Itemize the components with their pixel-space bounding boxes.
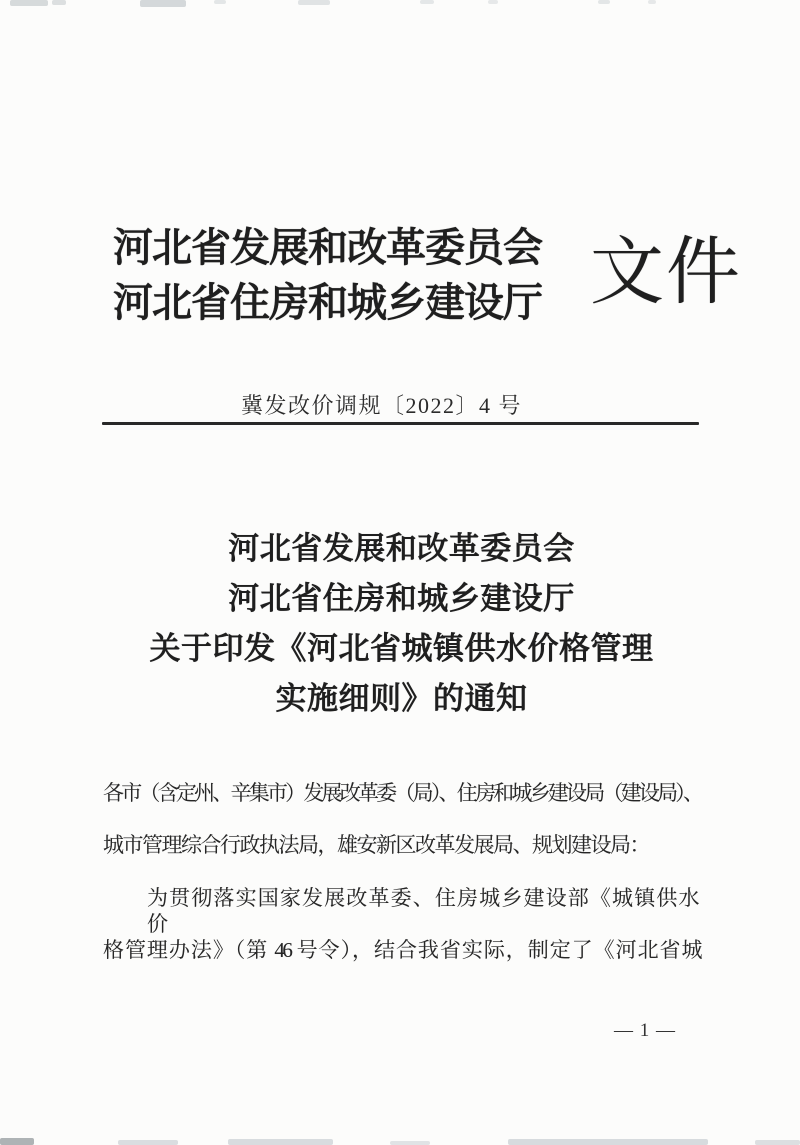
scan-smudge xyxy=(118,1140,178,1145)
scan-smudge xyxy=(648,0,656,4)
agency-name-line-1: 河北省发展和改革委员会 xyxy=(113,225,542,270)
scan-smudge xyxy=(420,0,434,4)
scan-smudge xyxy=(598,0,610,4)
title-line-1: 河北省发展和改革委员会 xyxy=(228,531,575,566)
scan-smudge xyxy=(298,0,330,5)
scan-smudge xyxy=(140,0,186,7)
salutation-line-1: 各市（含定州、辛集市）发展改革委（局）、住房和城乡建设局（建设局）、 xyxy=(103,781,700,805)
paragraph-line-1: 为贯彻落实国家发展改革委、住房城乡建设部《城镇供水价 xyxy=(147,886,700,936)
page-number: — 1 — xyxy=(614,1020,676,1041)
separator-rule xyxy=(102,422,699,425)
doc-type-label: 文件 xyxy=(590,232,742,314)
scan-smudge xyxy=(508,1139,708,1145)
title-line-4: 实施细则》的通知 xyxy=(275,681,528,716)
scan-smudge xyxy=(228,1139,333,1145)
scan-smudge xyxy=(755,1140,800,1145)
scan-smudge xyxy=(214,0,226,4)
reference-number: 冀发改价调规〔2022〕4 号 xyxy=(240,393,522,418)
document-title xyxy=(103,524,700,724)
agency-name-line-2: 河北省住房和城乡建设厅 xyxy=(113,280,542,325)
scan-smudge xyxy=(488,0,498,4)
title-line-2: 河北省住房和城乡建设厅 xyxy=(228,581,575,616)
title-line-3: 关于印发《河北省城镇供水价格管理 xyxy=(149,631,654,666)
scan-smudge xyxy=(0,1138,34,1145)
salutation-line-2: 城市管理综合行政执法局，雄安新区改革发展局、规划建设局： xyxy=(103,833,649,857)
letterhead-agency-names xyxy=(113,220,542,330)
scan-smudge xyxy=(10,0,48,6)
scan-smudge xyxy=(390,1141,430,1145)
scan-smudge xyxy=(52,0,66,5)
paragraph-line-2: 格管理办法》（第 46 号令），结合我省实际，制定了《河北省城 xyxy=(103,938,700,962)
